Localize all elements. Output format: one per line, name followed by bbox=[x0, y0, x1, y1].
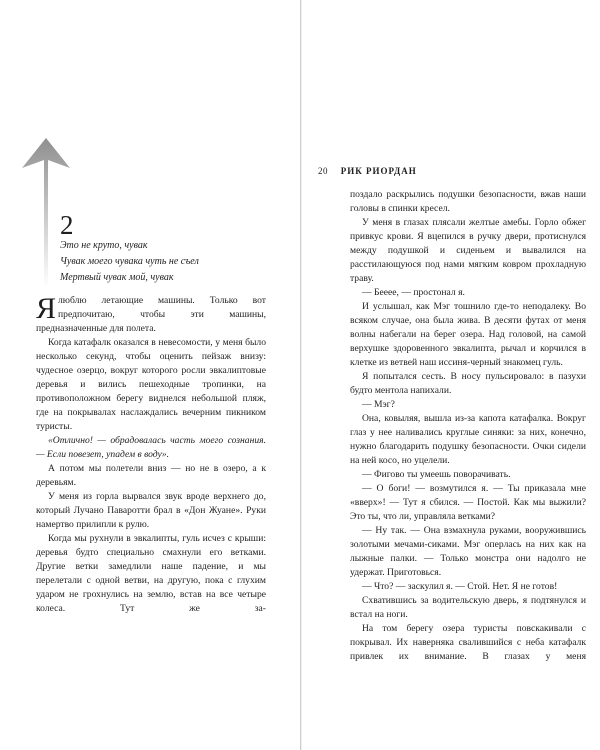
chapter-number: 2 bbox=[60, 210, 75, 240]
paragraph: — Что? — заскулил я. — Стой. Нет. Я не готов! bbox=[362, 581, 558, 592]
page-body-text bbox=[350, 188, 586, 664]
paragraph: — О боги! — возмутился я. — Ты приказала мне «вверх»! — Тут я сбился. — Постой. Как мы выжили? Это ты, что ли, управляла ветками? bbox=[350, 483, 586, 522]
drop-cap: Я bbox=[36, 292, 57, 325]
epigraph-line: Чувак моего чувака чуть не съел bbox=[60, 256, 199, 267]
paragraph: поздало раскрылись подушки безопасности, вжав наши головы в спинки кресел. bbox=[350, 189, 586, 214]
paragraph: И услышал, как Мэг тошнило где-то неподалеку. Во всяком случае, она была жива. В десяти футах от меня волны набегали на берег озера. Над головой, на самой верхушке здоровенного эвкалипта, рычал и корчился в клетке из ветвей наш иссиня-черный знакомец гуль. bbox=[350, 301, 586, 368]
paragraph: На том берегу озера туристы повскакивали с покрывал. Их наверняка свалившийся с неба катафалк привлек их внимание. В глазах у меня bbox=[350, 623, 586, 662]
paragraph: У меня в глазах плясали желтые амебы. Горло обжег привкус крови. Я вцепился в ручку двери, протиснулся между подушкой и сиденьем и вывалился на расстилающуюся под нами мягким ковром прохладную траву. bbox=[350, 217, 586, 284]
paragraph: — Мэг? bbox=[362, 399, 395, 410]
running-head bbox=[318, 166, 417, 176]
opening-text: люблю летающие машины. Только вот предпочитаю, чтобы эти машины, предназначенные для полета. bbox=[36, 295, 266, 334]
epigraph bbox=[60, 238, 280, 286]
paragraph: Когда мы рухнули в эвкалипты, гуль исчез с крыши: деревья будто специально смахнули его ветками. Другие ветки замедлили наше падение, и мы перелетали с одной ветви, на другую, пока с глухим ударом не грохнулись на землю, встав на все четыре колеса. Тут же за- bbox=[36, 533, 266, 614]
epigraph-line: Мертвый чувак мой, чувак bbox=[60, 272, 174, 283]
epigraph-line: Это не круто, чувак bbox=[60, 240, 148, 251]
paragraph: У меня из горла вырвался звук вроде верхнего до, который Лучано Паваротти брал в «Дон Жуане». Руки намертво прилипли к рулю. bbox=[36, 491, 266, 530]
chapter-body-text bbox=[36, 294, 266, 616]
paragraph: Я попытался сесть. В носу пульсировало: в пазухи будто ментола напихали. bbox=[350, 371, 586, 396]
author-name: РИК РИОРДАН bbox=[340, 166, 417, 176]
paragraph: Схватившись за водительскую дверь, я подтянулся и встал на ноги. bbox=[350, 595, 586, 620]
paragraph: Когда катафалк оказался в невесомости, у меня было несколько секунд, чтобы оценить пейзаж внизу: чудесное озерцо, вокруг которого росли эвкалиптовые деревья и вились пешеходные тропинки, на противоположном берегу виднелся небольшой пляж, где на покрывалах наслаждались вечерним пикником туристы. bbox=[36, 337, 266, 432]
paragraph: — Бееее, — простонал я. bbox=[362, 287, 465, 298]
paragraph: — Фигово ты умеешь поворачивать. bbox=[362, 469, 511, 480]
paragraph: — Ну так. — Она взмахнула руками, вооружившись золотыми мечами-сиками. Мэг оперлась на них как на лыжные палки. — Только монстра они надолго не удержат. Приготовься. bbox=[350, 525, 586, 578]
paragraph: А потом мы полетели вниз — но не в озеро, а к деревьям. bbox=[36, 463, 266, 488]
paragraph: «Отлично! — обрадовалась часть моего сознания. — Если повезет, упадем в воду». bbox=[36, 435, 266, 460]
page-number: 20 bbox=[318, 166, 328, 176]
paragraph: Она, ковыляя, вышла из-за капота катафалка. Вокруг глаз у нее наливались круглые синяки: за них, конечно, нужно благодарить подушку безопасности. Очки сидели на ней косо, но уцелели. bbox=[350, 413, 586, 466]
page-gutter bbox=[300, 0, 301, 750]
opening-paragraph bbox=[36, 294, 266, 336]
